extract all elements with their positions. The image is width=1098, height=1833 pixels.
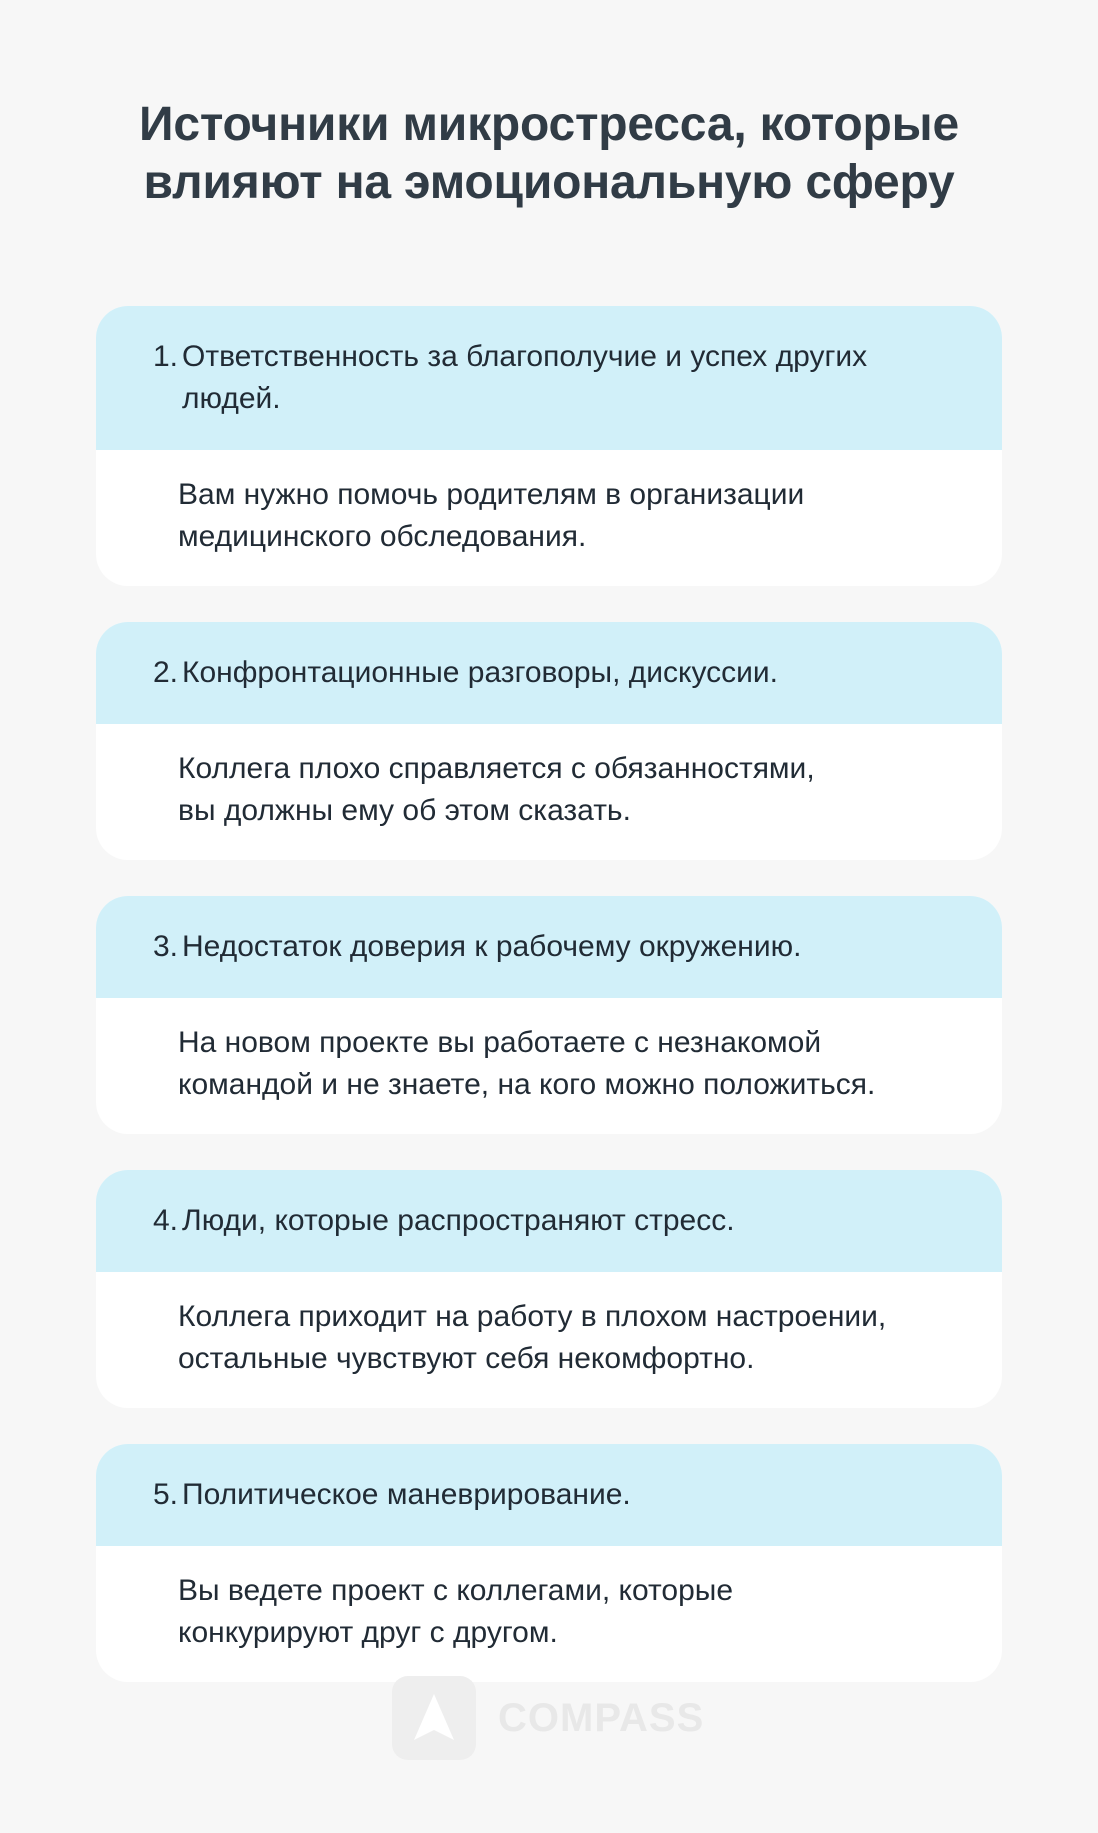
source-number: 1. [152, 340, 178, 373]
source-example [96, 724, 1002, 860]
source-card-1 [96, 306, 1002, 586]
source-example-line-1: Коллега приходит на работу в плохом настроении, [178, 1300, 887, 1333]
source-number: 5. [152, 1478, 178, 1511]
source-example-line-2: остальные чувствуют себя некомфортно. [178, 1342, 755, 1375]
source-example [96, 450, 1002, 586]
source-number: 4. [152, 1204, 178, 1237]
source-example-line-1: Вы ведете проект с коллегами, которые [178, 1574, 734, 1607]
source-card-2 [96, 622, 1002, 860]
logo-text: COMPASS [498, 1695, 705, 1740]
source-card-header [96, 1444, 1002, 1546]
source-card-header [96, 1170, 1002, 1272]
source-example [96, 1272, 1002, 1408]
source-example-line-2: медицинского обследования. [178, 520, 587, 553]
source-card-5 [96, 1444, 1002, 1682]
source-heading: Политическое маневрирование. [182, 1478, 631, 1511]
source-number: 2. [152, 656, 178, 689]
source-heading: Люди, которые распространяют стресс. [182, 1204, 735, 1237]
source-example-line-1: На новом проекте вы работаете с незнакомой [178, 1026, 822, 1059]
page-title [0, 96, 1098, 212]
page-title-line-2: влияют на эмоциональную сферу [143, 156, 955, 209]
source-card-3 [96, 896, 1002, 1134]
source-card-header [96, 896, 1002, 998]
source-card-header [96, 622, 1002, 724]
source-card-header [96, 306, 1002, 450]
source-heading: Конфронтационные разговоры, дискуссии. [182, 656, 778, 689]
page-title-line-1: Источники микростресса, которые [139, 98, 959, 151]
source-example-line-2: конкурируют друг с другом. [178, 1616, 558, 1649]
source-card-4 [96, 1170, 1002, 1408]
source-number: 3. [152, 930, 178, 963]
source-example-line-1: Вам нужно помочь родителям в организации [178, 478, 805, 511]
source-example-line-1: Коллега плохо справляется с обязанностями, [178, 752, 815, 785]
source-heading: Ответственность за благополучие и успех других людей. [182, 340, 868, 415]
source-example-line-2: командой и не знаете, на кого можно положиться. [178, 1068, 876, 1101]
source-heading: Недостаток доверия к рабочему окружению. [182, 930, 802, 963]
compass-logo [392, 1676, 704, 1760]
source-example [96, 1546, 1002, 1682]
source-example-line-2: вы должны ему об этом сказать. [178, 794, 631, 827]
compass-arrow-icon [392, 1676, 476, 1760]
source-example [96, 998, 1002, 1134]
microstress-sources-list [96, 306, 1002, 1718]
